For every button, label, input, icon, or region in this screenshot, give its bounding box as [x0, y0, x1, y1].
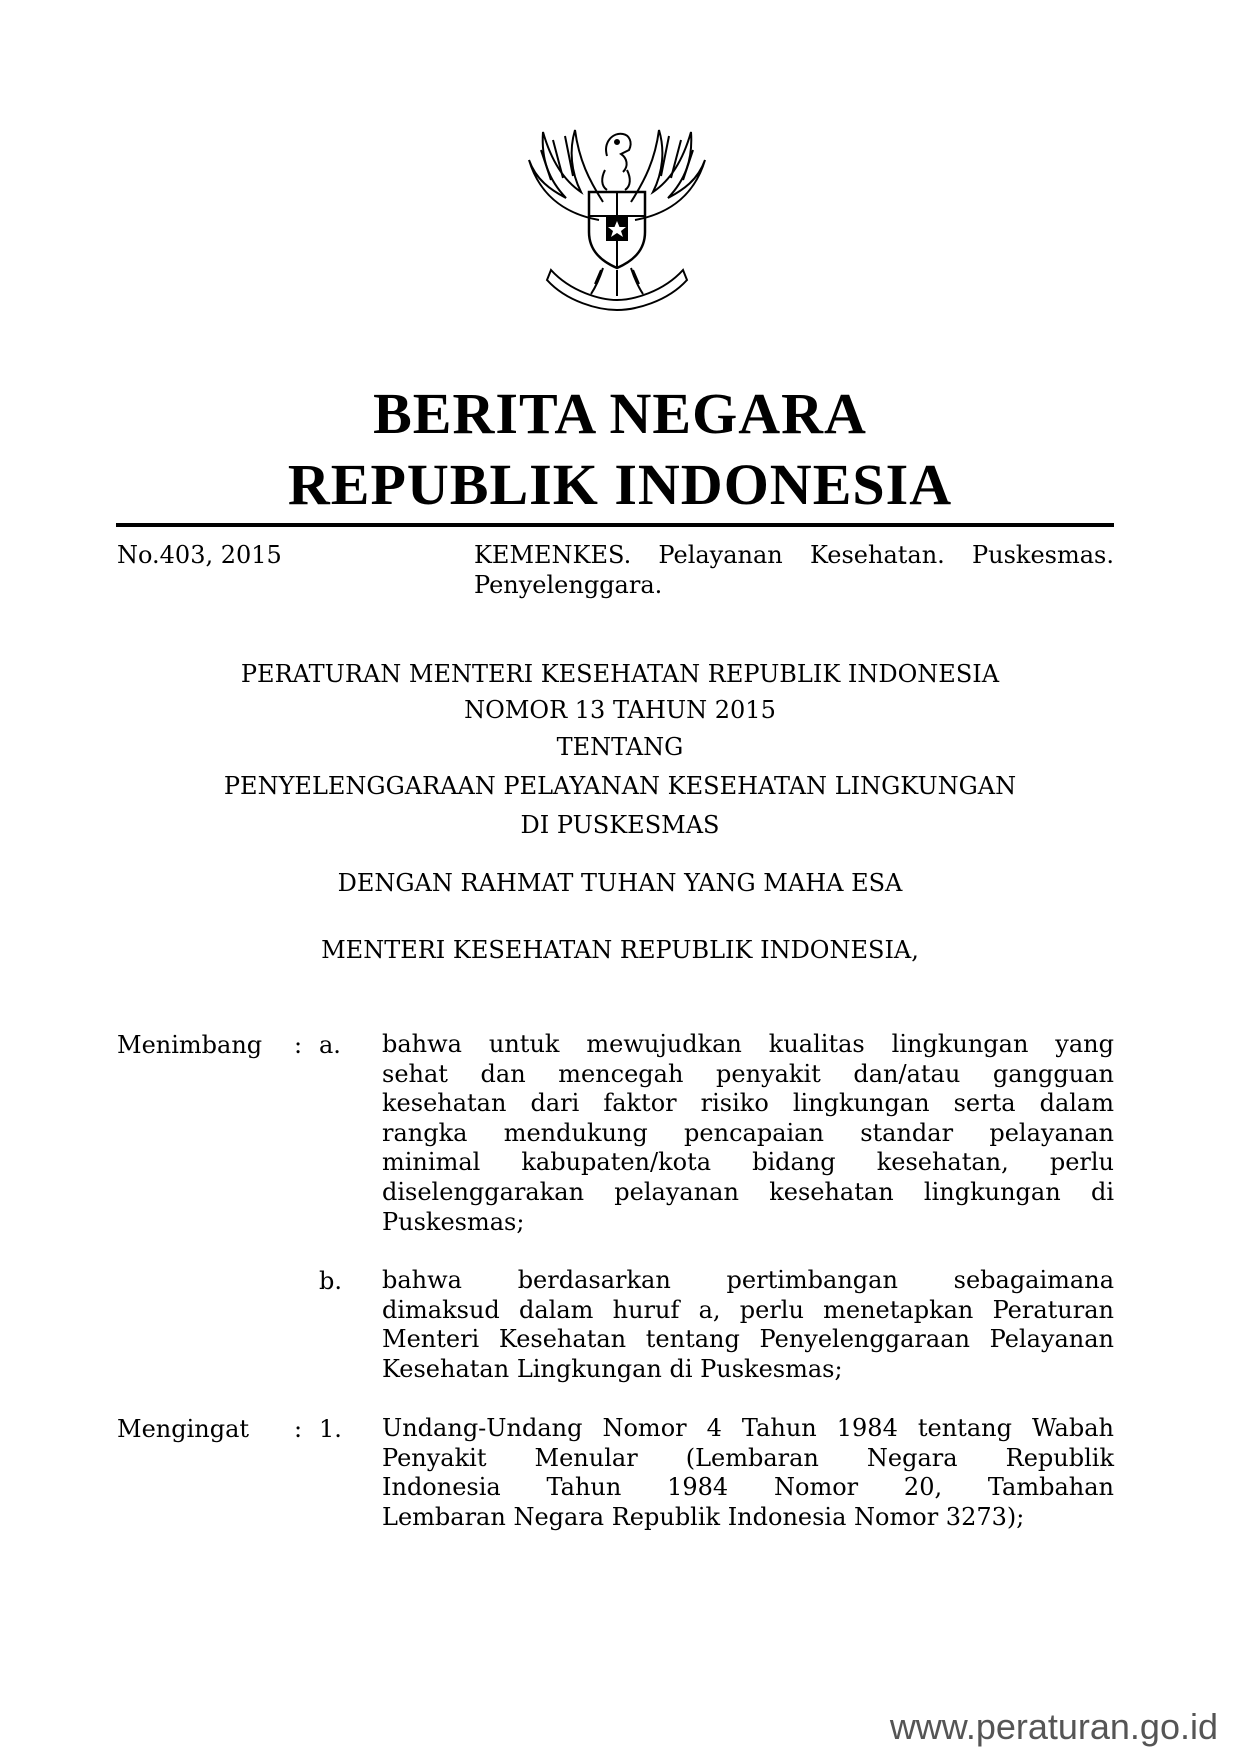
text-line: Kesehatan Lingkungan di Puskesmas; [382, 1354, 843, 1383]
menimbang-label: Menimbang [117, 1031, 263, 1059]
gazette-topic [474, 540, 1114, 600]
title-line1: PERATURAN MENTERI KESEHATAN REPUBLIK INDONESIA [240, 660, 1000, 688]
masthead-line2: REPUBLIK INDONESIA [287, 452, 953, 517]
text-line: Lembaran Negara Republik Indonesia Nomor 3273); [382, 1502, 1025, 1531]
text-line: dimaksud dalam huruf a, perlu menetapkan Peraturan [382, 1295, 1114, 1324]
garuda-pancasila-emblem [511, 120, 723, 330]
title-line4: PENYELENGGARAAN PELAYANAN KESEHATAN LINGKUNGAN [223, 772, 1017, 800]
masthead-divider [116, 523, 1114, 527]
gazette-topic-line2: Penyelenggara. [474, 571, 663, 599]
title-line3: TENTANG [556, 733, 684, 761]
menimbang-marker-b: b. [319, 1267, 342, 1295]
text-line: rangka mendukung pencapaian standar pelayanan [382, 1118, 1114, 1147]
text-line: minimal kabupaten/kota bidang kesehatan, perlu [382, 1148, 1114, 1177]
text-line: Indonesia Tahun 1984 Nomor 20, Tambahan [382, 1473, 1114, 1502]
text-line: sehat dan mencegah penyakit dan/atau gangguan [382, 1059, 1114, 1088]
masthead-line1: BERITA NEGARA [373, 381, 867, 446]
text-line: Menteri Kesehatan tentang Penyelenggaraan Pelayanan [382, 1325, 1114, 1354]
gazette-number: No.403, 2015 [117, 541, 282, 569]
text-line: bahwa berdasarkan pertimbangan sebagaimana [382, 1266, 1114, 1294]
footer-url[interactable]: www.peraturan.go.id [889, 1706, 1218, 1747]
text-line: Puskesmas; [382, 1207, 525, 1236]
menimbang-colon: : [294, 1031, 303, 1059]
mengingat-item-1 [382, 1414, 1114, 1532]
menimbang-item-b [382, 1266, 1114, 1384]
text-line: kesehatan dari faktor risiko lingkungan serta dalam [382, 1089, 1114, 1118]
mengingat-colon: : [294, 1415, 303, 1443]
preamble-blessing: DENGAN RAHMAT TUHAN YANG MAHA ESA [337, 869, 903, 897]
text-line: Undang-Undang Nomor 4 Tahun 1984 tentang Wabah [382, 1414, 1114, 1442]
title-line5: DI PUSKESMAS [520, 811, 720, 839]
text-line: bahwa untuk mewujudkan kualitas lingkungan yang [382, 1030, 1114, 1058]
mengingat-label: Mengingat [117, 1415, 250, 1443]
menimbang-marker-a: a. [319, 1031, 341, 1059]
text-line: Penyakit Menular (Lembaran Negara Republik [382, 1443, 1114, 1472]
title-line2: NOMOR 13 TAHUN 2015 [464, 696, 776, 724]
mengingat-marker-1: 1. [319, 1415, 342, 1443]
preamble-authority: MENTERI KESEHATAN REPUBLIK INDONESIA, [321, 936, 919, 964]
gazette-topic-line1: KEMENKES. Pelayanan Kesehatan. Puskesmas. [474, 541, 1114, 569]
menimbang-item-a [382, 1030, 1114, 1237]
text-line: diselenggarakan pelayanan kesehatan lingkungan di [382, 1177, 1114, 1206]
